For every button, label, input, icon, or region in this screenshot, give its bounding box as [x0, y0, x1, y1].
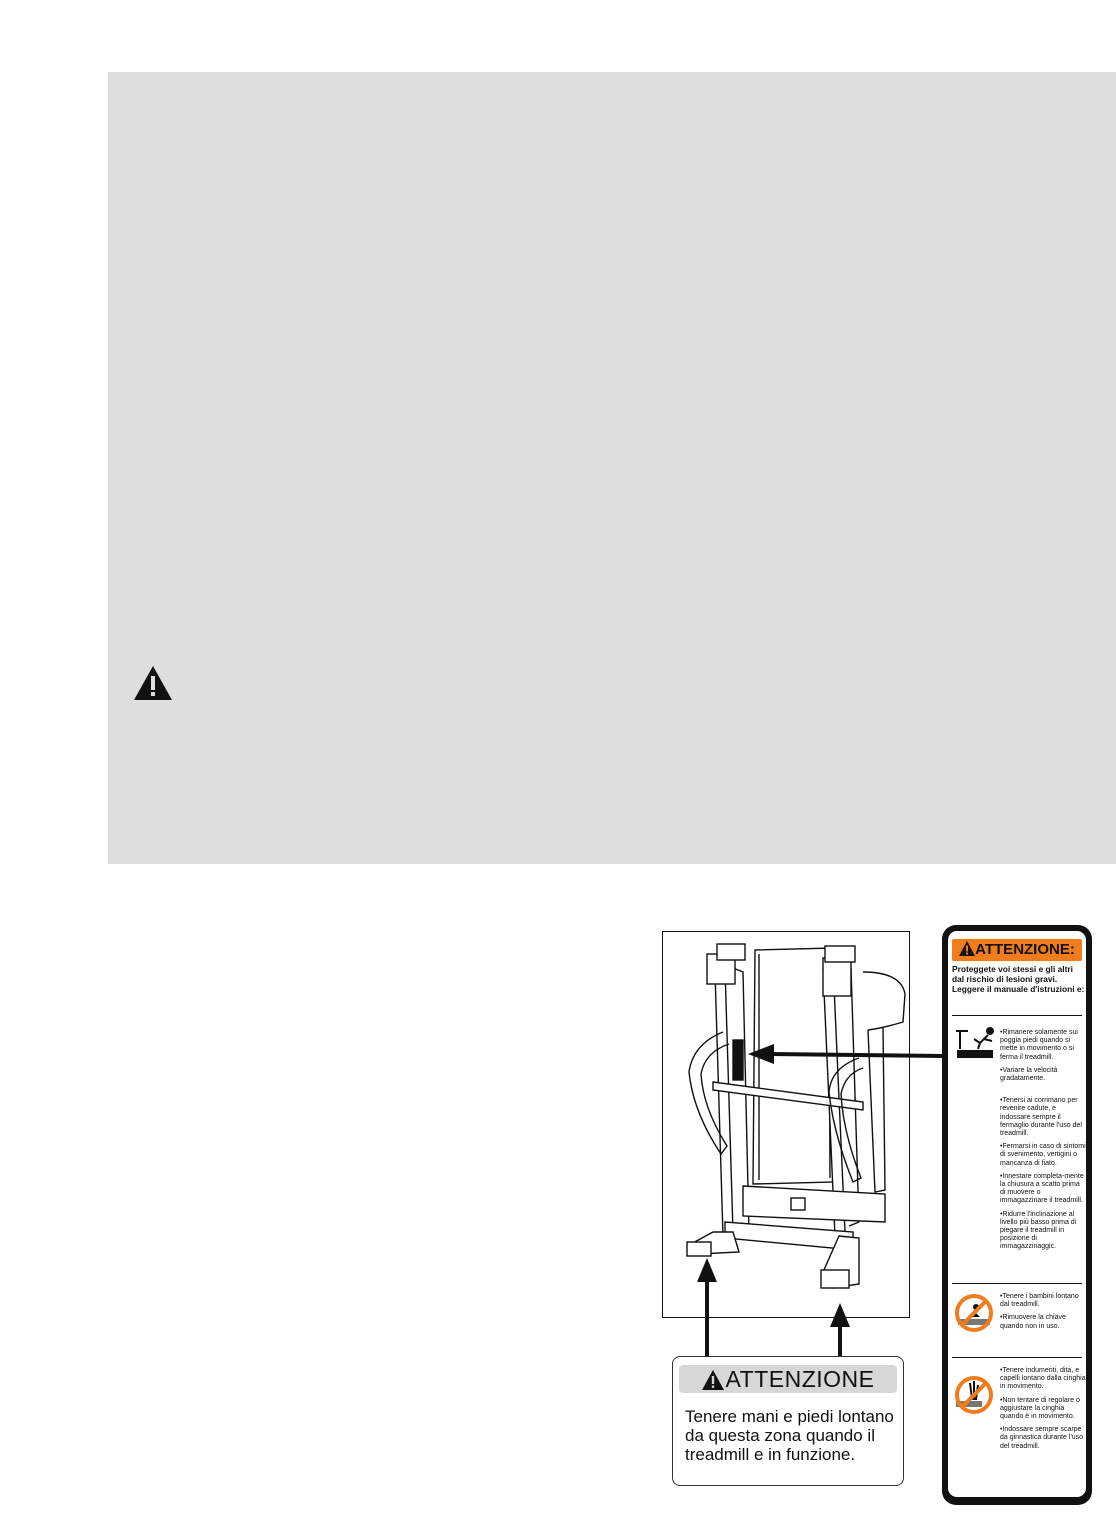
warning-item: •Non tentare di regolare o aggiustare la cinghia quando è in movimento.: [1000, 1396, 1080, 1421]
warning-decal-large-header: [952, 939, 1082, 961]
divider: [952, 1283, 1082, 1284]
warning-item: •Variare la velocità gradatamente.: [1000, 1066, 1058, 1083]
folded-treadmill-drawing: [663, 932, 911, 1319]
step-on-footrails-icon: [954, 1027, 998, 1061]
warning-decal-small: [672, 1356, 904, 1486]
no-children-icon: [954, 1293, 994, 1333]
warning-section-3: [1000, 1367, 1086, 1456]
warning-decal-large: [942, 925, 1092, 1505]
warning-triangle-icon: [959, 941, 975, 956]
warning-item: •Tenere i bambini lontano dal treadmill.: [1000, 1293, 1079, 1309]
safety-instructions-panel: [108, 72, 1116, 864]
warning-decal-large-title: ATTENZIONE:: [975, 941, 1075, 958]
warning-item: •Tenere indumenti, dita, e capelli lontano dalla cinghia in movimento.: [1000, 1367, 1086, 1391]
treadmill-illustration: [662, 931, 910, 1318]
warning-decal-small-header: [679, 1365, 897, 1393]
warning-section-1: [1000, 1029, 1086, 1257]
warning-triangle-icon: [133, 665, 173, 701]
warning-decal-small-text: Tenere mani e piedi lontano da questa zona quando il treadmill e in funzione.: [685, 1407, 894, 1464]
warning-item: •Rimuovere la chiave quando non in uso.: [1000, 1314, 1066, 1330]
warning-decal-large-intro: Proteggete voi stessi e gli altri dal rischio di lesioni gravi. Leggere il manuale d'istruzioni e:: [952, 964, 1085, 994]
warning-section-2: [1000, 1293, 1086, 1336]
warning-item: •Innestare completa-mente la chiusura a scatto prima di muovere o immagazzinare il treadmill.: [1000, 1172, 1084, 1205]
warning-item: •Tenersi ai corrimano per revenire cadute, e indossare sempre il fermaglio durante l'uso del treadmill.: [1000, 1097, 1082, 1138]
warning-triangle-icon: [702, 1370, 724, 1390]
warning-item: •Ridurre l'inclinazione al livello più basso prima di piegare il treadmill in posizione di immagazzinaggic.: [1000, 1210, 1077, 1251]
warning-item: •Indossare sempre scarpe da ginnastica durante l'uso del treadmill.: [1000, 1426, 1084, 1450]
warning-item: •Rimanere solamente sui poggia piedi quando si mette in movimento o si ferma il treadmill.: [1000, 1029, 1078, 1061]
no-hands-near-belt-icon: [954, 1375, 994, 1419]
warning-item: •Fermarsi in caso di sintomi di svenimento, vertigini o mancanza di fiato.: [1000, 1143, 1086, 1167]
divider: [952, 1015, 1082, 1016]
warning-decal-small-title: ATTENZIONE: [725, 1366, 875, 1392]
divider: [952, 1357, 1082, 1358]
